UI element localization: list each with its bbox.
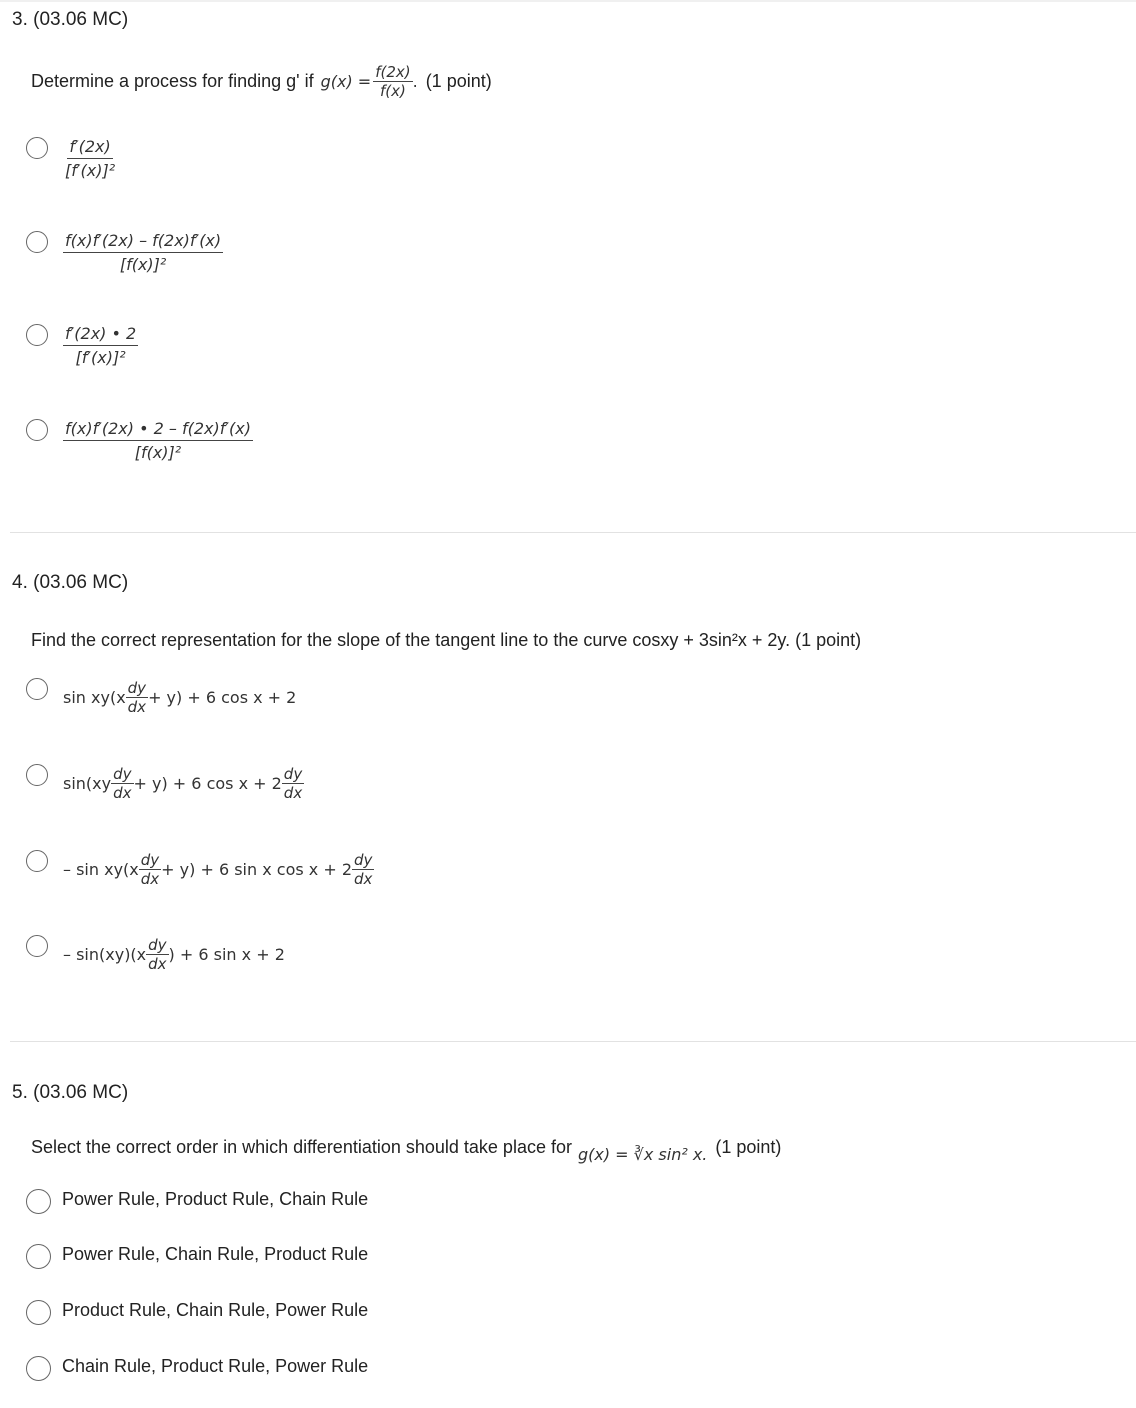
- q4-option-2-pre: sin(xy: [63, 774, 112, 793]
- q4-option-1-post: + y) + 6 cos x + 2: [148, 688, 297, 707]
- q4-option-4-radio[interactable]: [26, 935, 48, 957]
- q3-option-3-formula[interactable]: [63, 325, 138, 368]
- q4-option-3-pre: – sin xy(x: [63, 860, 139, 879]
- q4-option-4-post: ) + 6 sin x + 2: [168, 945, 285, 964]
- q4-option-3-dydx-a: [139, 852, 161, 887]
- dy-text: dy: [148, 936, 167, 954]
- q4-option-3-dydx-b: [352, 852, 374, 887]
- q4-option-2-radio[interactable]: [26, 764, 48, 786]
- g-denominator: f(x): [379, 82, 406, 100]
- question-5-prompt: [31, 1137, 782, 1164]
- divider: [10, 532, 1136, 533]
- dx-text: dx: [140, 870, 160, 888]
- q4-option-2-formula[interactable]: [63, 766, 304, 801]
- q4-option-2-dydx-b: [282, 766, 304, 801]
- top-border: [0, 0, 1136, 2]
- q5-option-1-label[interactable]: Power Rule, Product Rule, Chain Rule: [62, 1189, 369, 1209]
- dx-text: dx: [113, 784, 132, 802]
- question-3-points: (1 point): [425, 71, 492, 91]
- q3-option-1-formula[interactable]: [63, 138, 117, 181]
- dy-text: dy: [354, 851, 373, 869]
- q3-option-4-formula[interactable]: [63, 420, 253, 463]
- g-lhs: g(x) =: [320, 72, 372, 91]
- q3-option-3-radio[interactable]: [26, 324, 48, 346]
- question-5-header: 5. (03.06 MC): [12, 1082, 129, 1103]
- q4-option-3-formula[interactable]: [63, 852, 374, 887]
- q3-option-4-denominator: [f(x)]²: [134, 443, 182, 462]
- q3-option-4-numerator: f(x)f′(2x) • 2 – f(2x)f′(x): [63, 420, 253, 441]
- q4-option-4-dydx: [146, 937, 168, 972]
- q4-option-1-dydx: [126, 680, 148, 715]
- dx-text: dx: [148, 955, 167, 973]
- q5-option-3-label[interactable]: Product Rule, Chain Rule, Power Rule: [62, 1300, 369, 1320]
- question-3-header: 3. (03.06 MC): [12, 9, 129, 30]
- question-4-prompt: Find the correct representation for the slope of the tangent line to the curve cosxy + 3sin²x + 2y. (1 point): [31, 630, 862, 650]
- question-4-header: 4. (03.06 MC): [12, 572, 129, 593]
- q4-option-3-radio[interactable]: [26, 850, 48, 872]
- q5-option-2-radio[interactable]: [26, 1244, 51, 1269]
- question-5-prompt-text: Select the correct order in which differentiation should take place for: [31, 1137, 572, 1157]
- q4-option-3-mid: + y) + 6 sin x cos x + 2: [161, 860, 352, 879]
- q5-option-2-label[interactable]: Power Rule, Chain Rule, Product Rule: [62, 1244, 369, 1264]
- q3-option-2-numerator: f(x)f′(2x) – f(2x)f′(x): [63, 232, 223, 253]
- q3-option-1-denominator: [f′(x)]²: [65, 161, 116, 180]
- q3-option-3-denominator: [f′(x)]²: [75, 348, 126, 367]
- g-numerator: f(2x): [375, 63, 411, 81]
- divider: [10, 1041, 1136, 1042]
- dy-text: dy: [113, 765, 132, 783]
- q3-option-1-numerator: f′(2x): [67, 138, 112, 159]
- q4-option-4-formula[interactable]: [63, 937, 285, 972]
- q3-option-1-radio[interactable]: [26, 137, 48, 159]
- question-5-formula: g(x) = ∛x sin² x.: [577, 1145, 708, 1164]
- dx-text: dx: [127, 698, 147, 716]
- g-period: .: [412, 72, 418, 91]
- q3-option-2-radio[interactable]: [26, 231, 48, 253]
- q4-option-4-pre: – sin(xy)(x: [63, 945, 147, 964]
- q5-option-4-label[interactable]: Chain Rule, Product Rule, Power Rule: [62, 1356, 369, 1376]
- dy-text: dy: [140, 851, 160, 869]
- dy-text: dy: [283, 765, 303, 783]
- q3-option-2-denominator: [f(x)]²: [119, 255, 167, 274]
- q4-option-1-radio[interactable]: [26, 678, 48, 700]
- q4-option-1-pre: sin xy(x: [63, 688, 126, 707]
- q4-option-2-mid: + y) + 6 cos x + 2: [133, 774, 282, 793]
- dx-text: dx: [283, 784, 303, 802]
- dx-text: dx: [354, 870, 373, 888]
- q4-option-1-formula[interactable]: [63, 680, 296, 715]
- q5-option-1-radio[interactable]: [26, 1189, 51, 1214]
- q3-option-2-formula[interactable]: [63, 232, 223, 275]
- q5-option-4-radio[interactable]: [26, 1356, 51, 1381]
- q5-option-3-radio[interactable]: [26, 1300, 51, 1325]
- g-fraction: [373, 64, 412, 99]
- question-5-points: (1 point): [715, 1137, 782, 1157]
- dy-text: dy: [127, 679, 147, 697]
- q4-option-2-dydx-a: [111, 766, 133, 801]
- q3-option-3-numerator: f′(2x) • 2: [63, 325, 138, 346]
- question-3-prompt-text: Determine a process for finding g' if: [31, 71, 314, 91]
- q3-option-4-radio[interactable]: [26, 419, 48, 441]
- question-3-prompt: [31, 64, 492, 99]
